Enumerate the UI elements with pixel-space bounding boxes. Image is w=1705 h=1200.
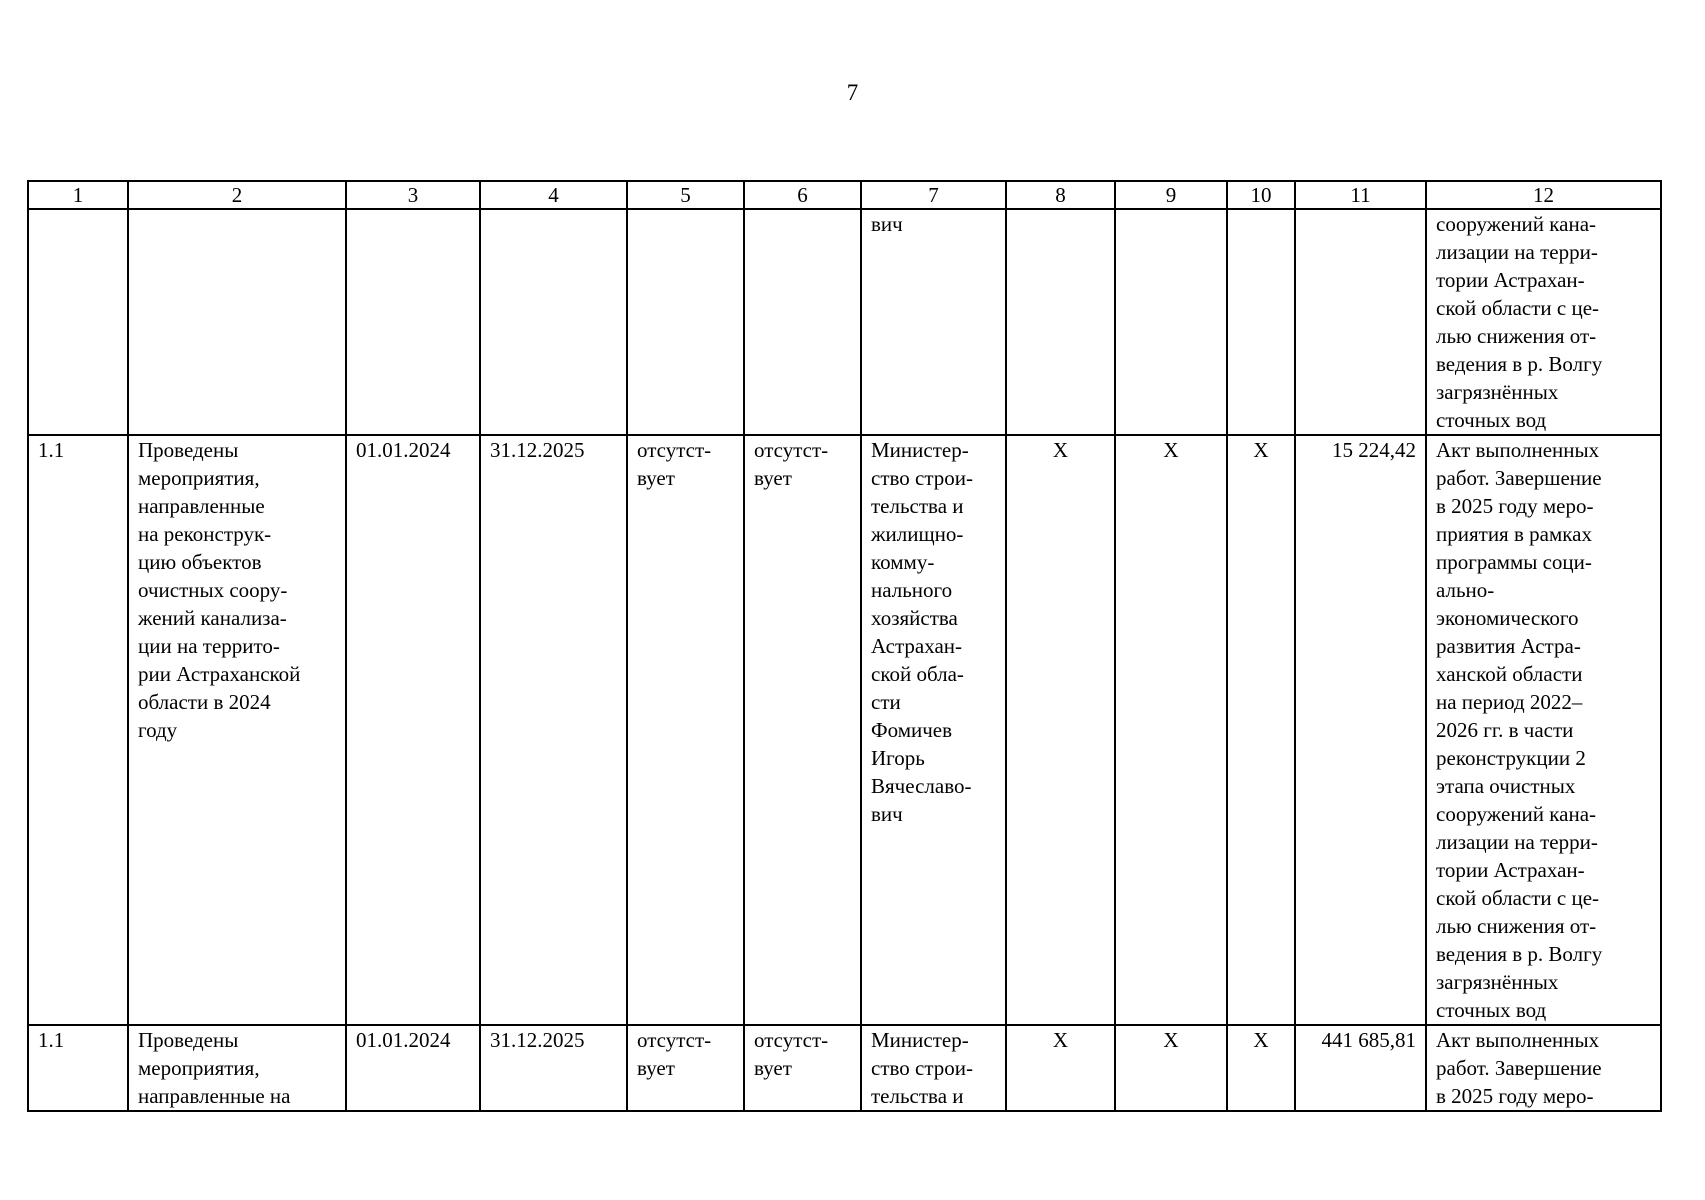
cell-text-line: хозяйства <box>871 606 958 630</box>
cell-text-line: сооружений кана- <box>1436 802 1597 826</box>
row-number-cell: 1.1 <box>28 1025 128 1111</box>
continuation-row <box>28 209 1661 435</box>
cell-text-line: направленные <box>138 494 265 518</box>
end-date-cell: 31.12.2025 <box>480 1025 627 1111</box>
col5-cell <box>627 1025 744 1111</box>
result-cell <box>1426 435 1661 1025</box>
cell-text-line: Фомичев <box>871 718 953 742</box>
cell-text-line: на реконструк- <box>138 522 272 546</box>
col8-cell: X <box>1006 435 1115 1025</box>
cell-text-line: ство строи- <box>871 1056 974 1080</box>
empty-cell <box>744 209 861 435</box>
cell-text-line: экономического <box>1436 606 1579 630</box>
cell-text-line: этапа очистных <box>1436 774 1576 798</box>
cell-text-line: ской обла- <box>871 662 964 686</box>
col9-cell: X <box>1115 1025 1227 1111</box>
header-cell: 4 <box>480 181 627 209</box>
header-cell: 1 <box>28 181 128 209</box>
cell-text-line: тории Астрахан- <box>1436 268 1585 292</box>
table-row <box>28 1025 1661 1111</box>
cell-text-line: жений канализа- <box>138 606 287 630</box>
cell-text-line: Астрахан- <box>871 634 962 658</box>
responsible-cell <box>861 1025 1006 1111</box>
empty-cell <box>1227 209 1295 435</box>
header-cell: 12 <box>1426 181 1661 209</box>
empty-cell <box>28 209 128 435</box>
cell-text-line: очистных соору- <box>138 578 288 602</box>
cell-text-line: сти <box>871 690 901 714</box>
cell-text-line: Акт выполненных <box>1436 1028 1600 1052</box>
description-cell <box>128 435 346 1025</box>
cell-text-line: тельства и <box>871 494 964 518</box>
header-cell: 5 <box>627 181 744 209</box>
cell-text-line: лизации на терри- <box>1436 240 1598 264</box>
start-date-cell: 01.01.2024 <box>346 435 480 1025</box>
header-cell: 6 <box>744 181 861 209</box>
header-cell: 11 <box>1295 181 1426 209</box>
cell-text-line: тории Астрахан- <box>1436 858 1585 882</box>
col10-cell: X <box>1227 435 1295 1025</box>
result-cell <box>1426 1025 1661 1111</box>
row-number-cell: 1.1 <box>28 435 128 1025</box>
cell-text-line: Акт выполненных <box>1436 438 1600 462</box>
cell-text-line: лью снижения от- <box>1436 914 1597 938</box>
cell-text-line: вич <box>871 802 903 826</box>
empty-cell <box>480 209 627 435</box>
cell-text-line: лизации на терри- <box>1436 830 1598 854</box>
empty-cell <box>1295 209 1426 435</box>
header-cell: 9 <box>1115 181 1227 209</box>
cell-text-line: ведения в р. Волгу <box>1436 352 1603 376</box>
cell-text-line: ство строи- <box>871 466 974 490</box>
cell-text-line: вует <box>637 1056 675 1080</box>
cell-text-line: ханской области <box>1436 662 1583 686</box>
measures-table <box>27 180 1662 1112</box>
cell-text-line: приятия в рамках <box>1436 522 1592 546</box>
description-cell <box>128 1025 346 1111</box>
col9-cell: X <box>1115 435 1227 1025</box>
cell-text-line: ской области с це- <box>1436 296 1600 320</box>
cell-text-line: Игорь <box>871 746 925 770</box>
cell-text-line: нального <box>871 578 953 602</box>
cell-text-line: отсутст- <box>637 438 712 462</box>
cell-text-line: Вячеславо- <box>871 774 972 798</box>
cell-text-line: мероприятия, <box>138 466 260 490</box>
empty-cell <box>128 209 346 435</box>
page-number: 7 <box>846 80 859 105</box>
cell-text-line: работ. Завершение <box>1436 466 1602 490</box>
cell-text-line: вует <box>637 466 675 490</box>
cell-text-line: жилищно- <box>871 522 964 546</box>
cell-text-line: на период 2022– <box>1436 690 1583 714</box>
amount-cell: 15 224,42 <box>1295 435 1426 1025</box>
responsible-cell <box>861 209 1006 435</box>
cell-text-line: ции на террито- <box>138 634 280 658</box>
cell-text-line: области в 2024 <box>138 690 271 714</box>
cell-text-line: в 2025 году меро- <box>1436 1084 1594 1108</box>
cell-text-line: программы соци- <box>1436 550 1592 574</box>
header-cell: 7 <box>861 181 1006 209</box>
responsible-cell <box>861 435 1006 1025</box>
cell-text-line: комму- <box>871 550 935 574</box>
start-date-cell: 01.01.2024 <box>346 1025 480 1111</box>
empty-cell <box>627 209 744 435</box>
empty-cell <box>346 209 480 435</box>
empty-cell <box>1115 209 1227 435</box>
cell-text-line: рии Астраханской <box>138 662 301 686</box>
cell-text-line: реконструкции 2 <box>1436 746 1586 770</box>
col6-cell <box>744 435 861 1025</box>
header-row <box>28 181 1661 209</box>
cell-text-line: ведения в р. Волгу <box>1436 942 1603 966</box>
header-cell: 3 <box>346 181 480 209</box>
end-date-cell: 31.12.2025 <box>480 435 627 1025</box>
result-cell <box>1426 209 1661 435</box>
col6-cell <box>744 1025 861 1111</box>
cell-text-line: отсутст- <box>637 1028 712 1052</box>
cell-text-line: 2026 гг. в части <box>1436 718 1574 742</box>
col5-cell <box>627 435 744 1025</box>
col8-cell: X <box>1006 1025 1115 1111</box>
header-cell: 2 <box>128 181 346 209</box>
cell-text-line: развития Астра- <box>1436 634 1581 658</box>
cell-text-line: тельства и <box>871 1084 964 1108</box>
cell-text-line: вич <box>871 212 903 236</box>
cell-text-line: сооружений кана- <box>1436 212 1597 236</box>
cell-text-line: Министер- <box>871 1028 969 1052</box>
cell-text-line: отсутст- <box>754 1028 829 1052</box>
table-row <box>28 435 1661 1025</box>
cell-text-line: в 2025 году меро- <box>1436 494 1594 518</box>
cell-text-line: году <box>138 718 178 742</box>
col10-cell: X <box>1227 1025 1295 1111</box>
cell-text-line: цию объектов <box>138 550 262 574</box>
cell-text-line: загрязнённых <box>1436 970 1559 994</box>
cell-text-line: отсутст- <box>754 438 829 462</box>
cell-text-line: Проведены <box>138 1028 239 1052</box>
cell-text-line: направленные на <box>138 1084 291 1108</box>
cell-text-line: Проведены <box>138 438 239 462</box>
cell-text-line: ально- <box>1436 578 1495 602</box>
empty-cell <box>1006 209 1115 435</box>
header-cell: 8 <box>1006 181 1115 209</box>
cell-text-line: вует <box>754 466 792 490</box>
amount-cell: 441 685,81 <box>1295 1025 1426 1111</box>
cell-text-line: сточных вод <box>1436 408 1547 432</box>
cell-text-line: мероприятия, <box>138 1056 260 1080</box>
cell-text-line: лью снижения от- <box>1436 324 1597 348</box>
cell-text-line: Министер- <box>871 438 969 462</box>
cell-text-line: ской области с це- <box>1436 886 1600 910</box>
cell-text-line: сточных вод <box>1436 998 1547 1022</box>
header-cell: 10 <box>1227 181 1295 209</box>
cell-text-line: вует <box>754 1056 792 1080</box>
cell-text-line: загрязнённых <box>1436 380 1559 404</box>
cell-text-line: работ. Завершение <box>1436 1056 1602 1080</box>
